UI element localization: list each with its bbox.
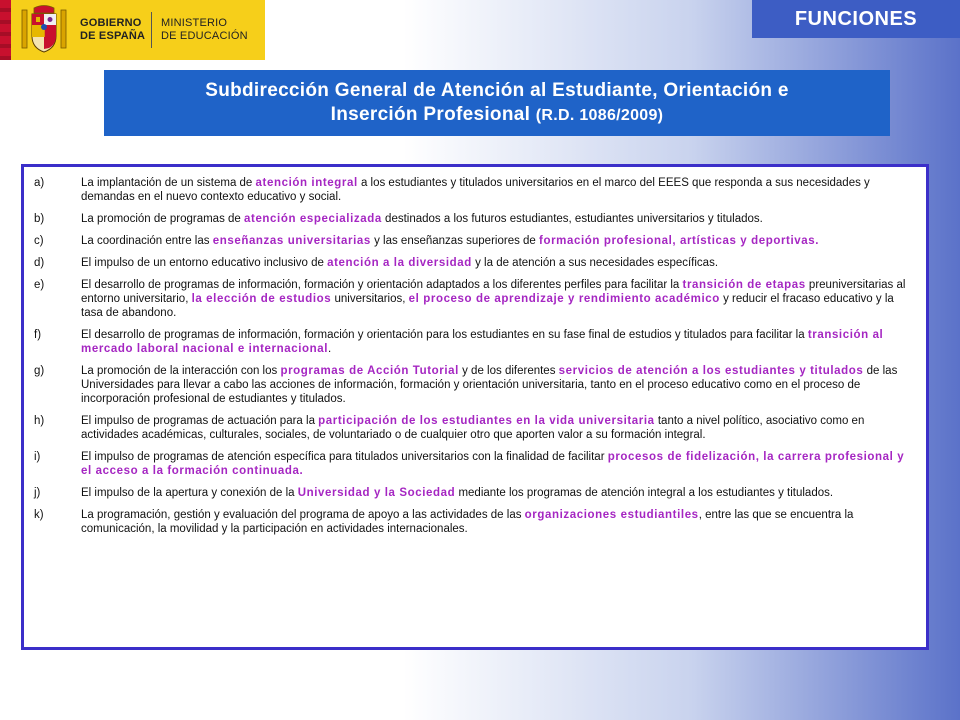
function-item (34, 450, 914, 478)
function-item-text (81, 234, 914, 248)
function-text-segment: y la de atención a sus necesidades específicas. (471, 257, 719, 269)
function-item-letter: b) (34, 213, 45, 225)
function-text-segment: La promoción de programas de (81, 213, 245, 225)
highlighted-term: formación profesional, artísticas y deportivas. (539, 235, 820, 247)
function-item-text (81, 176, 914, 204)
function-item-letter: g) (34, 365, 45, 377)
highlighted-term: transición de etapas (682, 279, 806, 291)
function-text-segment: El impulso de programas de actuación para la (81, 415, 319, 427)
function-item-text (81, 328, 914, 356)
functions-list (21, 164, 929, 650)
function-item-letter: i) (34, 451, 41, 463)
function-item (34, 486, 914, 500)
function-text-segment: universitarios, (331, 293, 409, 305)
highlighted-term: el proceso de aprendizaje y rendimiento académico (408, 293, 720, 305)
function-text-segment: El impulso de un entorno educativo inclusivo de (81, 257, 328, 269)
function-text-segment: La implantación de un sistema de (81, 177, 256, 189)
function-item (34, 234, 914, 248)
function-text-segment: El impulso de la apertura y conexión de la (81, 487, 298, 499)
function-text-segment: El impulso de programas de atención específica para titulados universitarios con la finalidad de facilitar (81, 451, 608, 463)
logo-text-ministry (161, 17, 248, 43)
function-text-segment: y de los diferentes (458, 365, 559, 377)
function-item-letter: f) (34, 329, 42, 341)
function-item-letter: d) (34, 257, 45, 269)
title-line-2-main: Inserción Profesional (330, 103, 531, 125)
function-item-letter: e) (34, 279, 45, 291)
function-text-segment: tanto a nivel político, asociativo como en actividades académicas, culturales, sociales, de voluntariado o de cualquier otro que aporten valor a su formación integral. (81, 415, 865, 441)
function-text-segment: El desarrollo de programas de información, formación y orientación adaptados a los diferentes perfiles para facilitar la (81, 279, 683, 291)
highlighted-term: atención especializada (244, 213, 382, 225)
function-item (34, 508, 914, 536)
highlighted-term: participación de los estudiantes en la vida universitaria (318, 415, 655, 427)
page-title (104, 70, 890, 136)
logo-divider (151, 12, 152, 48)
section-tab-funciones: FUNCIONES (752, 0, 960, 38)
function-item-text (81, 364, 914, 406)
logo-line-1: GOBIERNO (80, 17, 142, 29)
function-text-segment: La programación, gestión y evaluación del programa de apoyo a las actividades de las (81, 509, 525, 521)
highlighted-term: programas de Acción Tutorial (280, 365, 459, 377)
function-text-segment: destinados a los futuros estudiantes, estudiantes universitarios y titulados. (381, 213, 763, 225)
function-item-text (81, 450, 914, 478)
function-text-segment: preuniversitarias al entorno universitario, (81, 279, 906, 305)
function-item (34, 256, 914, 270)
function-item (34, 176, 914, 204)
function-text-segment: de las Universidades para llevar a cabo las acciones de información, formación y orientación universitaria, tanto en el proceso educativo como en el proceso de incorporación profesional de estudiantes y titulados. (81, 365, 898, 405)
function-item-text (81, 212, 914, 226)
function-item-letter: k) (34, 509, 44, 521)
function-item-text (81, 278, 914, 320)
function-item (34, 364, 914, 406)
ministry-line-1: MINISTERIO (161, 17, 228, 29)
highlighted-term: transición al mercado laboral nacional e internacional (81, 329, 884, 355)
function-item-text (81, 256, 914, 270)
highlighted-term: atención integral (255, 177, 358, 189)
government-logo (0, 0, 265, 60)
highlighted-term: atención a la diversidad (327, 257, 472, 269)
function-text-segment: , entre las que se encuentra la comunicación, la movilidad y la participación en actividades internacionales. (81, 509, 854, 535)
function-item (34, 328, 914, 356)
function-item (34, 212, 914, 226)
function-text-segment: a los estudiantes y titulados universitarios en el marco del EEES que responda a sus necesidades y demandas en el nuevo contexto educativo y social. (81, 177, 870, 203)
title-line-2 (104, 103, 890, 128)
function-text-segment: y las enseñanzas superiores de (370, 235, 540, 247)
function-item-text (81, 508, 914, 536)
function-text-segment: mediante los programas de atención integral a los estudiantes y titulados. (455, 487, 834, 499)
logo-text-government (80, 17, 145, 43)
highlighted-term: enseñanzas universitarias (212, 235, 371, 247)
function-item-letter: a) (34, 177, 45, 189)
coat-of-arms-icon (18, 4, 70, 56)
function-item-text (81, 414, 914, 442)
function-item (34, 278, 914, 320)
highlighted-term: organizaciones estudiantiles (524, 509, 699, 521)
function-text-segment: El desarrollo de programas de información, formación y orientación para los estudiantes en su fase final de estudios y titulados para facilitar la (81, 329, 808, 341)
function-item (34, 414, 914, 442)
function-item-letter: h) (34, 415, 45, 427)
function-item-letter: j) (34, 487, 41, 499)
highlighted-term: servicios de atención a los estudiantes y titulados (558, 365, 864, 377)
highlighted-term: procesos de fidelización, la carrera profesional y el acceso a la formación continuada. (81, 451, 905, 477)
flag-stripe (0, 0, 11, 60)
function-text-segment: . (328, 343, 332, 355)
function-text-segment: La promoción de la interacción con los (81, 365, 281, 377)
title-decree-ref: (R.D. 1086/2009) (535, 106, 664, 124)
highlighted-term: la elección de estudios (191, 293, 332, 305)
function-text-segment: La coordinación entre las (81, 235, 213, 247)
logo-line-2: DE ESPAÑA (80, 30, 146, 42)
function-item-text (81, 486, 914, 500)
function-text-segment: y reducir el fracaso educativo y la tasa de abandono. (81, 293, 894, 319)
title-line-1: Subdirección General de Atención al Estudiante, Orientación e (205, 79, 789, 101)
ministry-line-2: DE EDUCACIÓN (161, 30, 248, 42)
function-item-letter: c) (34, 235, 44, 247)
highlighted-term: Universidad y la Sociedad (297, 487, 456, 499)
